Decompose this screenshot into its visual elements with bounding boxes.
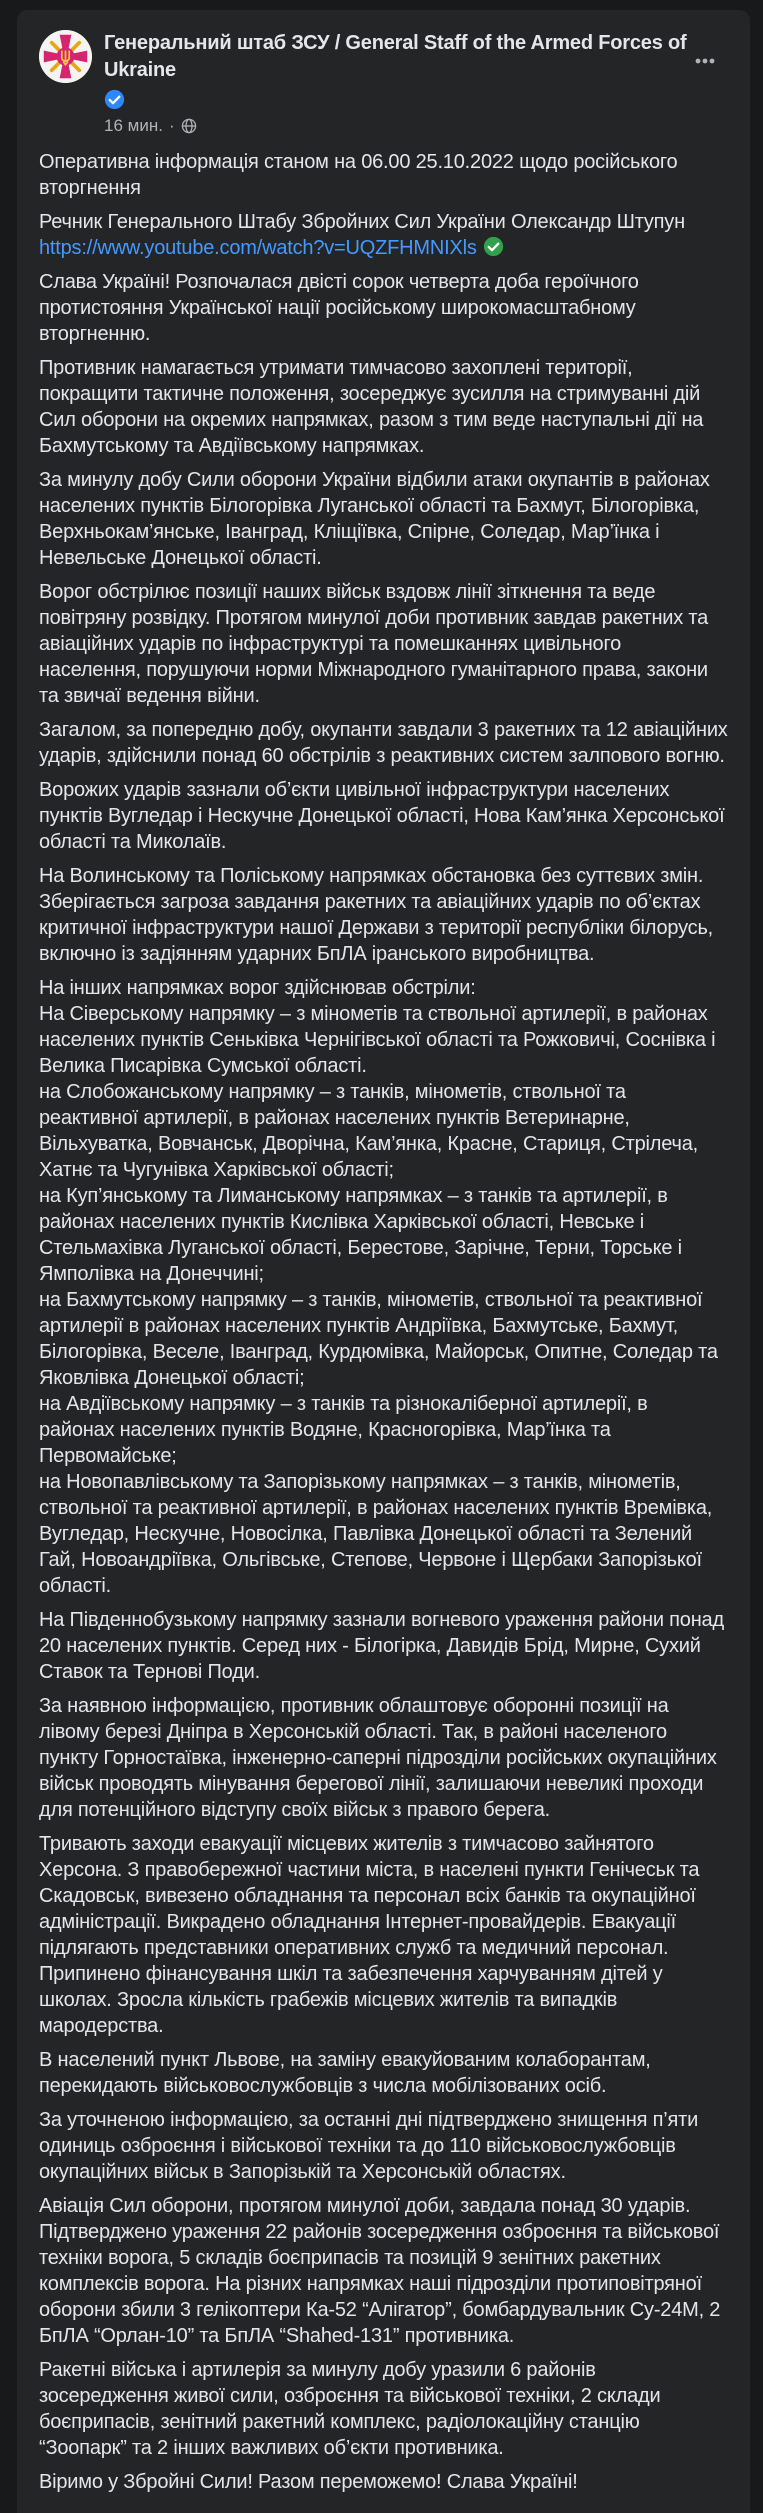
meta-separator: · [168,116,175,135]
post-paragraph-intro: Оперативна інформація станом на 06.00 25.10.2022 щодо російського вторгнення [39,151,678,199]
post-paragraph: На Південнобузькому напрямку зазнали вогневого ураження райони понад 20 населених пунктів. Серед них - Білогірка, Давидів Брід, Мирне, Сухий Ставок та Тернові Поди. [39,1609,724,1683]
header-text-block [104,30,728,136]
post-paragraph-closing: Віримо у Збройні Сили! Разом переможемо! Слава Україні! [39,2471,578,2493]
post-paragraph: Противник намагається утримати тимчасово захоплені території, покращити тактичне положення, зосереджує зусилля на стримуванні дій Сил оборони на окремих напрямках, разом з тим веде наступальні дії на Бахмутському та Авдіївському напрямках. [39,357,704,457]
page-title[interactable]: Генеральний штаб ЗСУ / General Staff of the Armed Forces of Ukraine [104,32,687,81]
general-staff-emblem-icon [39,30,92,83]
post-paragraph: На Волинському та Поліському напрямках обстановка без суттєвих змін. Зберігається загроза завдання ракетних та авіаційних ударів по об’єктах критичної інфраструктури нашої Держави з території республіки білорусь, включно із задіянням ударних БпЛА іранського виробництва. [39,865,714,965]
post-paragraph: Ворожих ударів зазнали об’єкти цивільної інфраструктури населених пунктів Вугледар і Нескучне Донецької області, Нова Кам’янка Херсонської області та Миколаїв. [39,779,725,853]
shelling-intro: На інших напрямках ворог здійснював обстріли: [39,977,476,999]
post-paragraph: Тривають заходи евакуації місцевих жителів з тимчасово зайнятого Херсона. З правобережної частини міста, в населені пункти Генічеськ та Скадовськ, вивезено обладнання та персонал всіх банків та окупаційної адміністрації. Викрадено обладнання Інтернет-провайдерів. Евакуації підлягають представники оперативних служб та медичний персонал. Припинено фінансування шкіл та забезпечення харчуванням дітей у школах. Зросла кількість грабежів місцевих жителів та випадків мародерства. [39,1833,700,2037]
post-paragraph: За наявною інформацією, противник облаштовує оборонні позиції на лівому березі Дніпра в Херсонській області. Так, в районі населеного пункту Горностаївка, інженерно-саперні підрозділи російських окупаційних військ проводять мінування берегової лінії, залишаючи невеликі проходи для потенційного відступу своїх військ з правого берега. [39,1695,717,1821]
post-header [17,10,750,136]
link-line [39,235,728,261]
post-card [17,10,750,2513]
green-check-icon [483,236,504,257]
ellipsis-menu-icon [693,49,717,73]
verified-badge-icon [104,89,125,110]
speaker-line: Речник Генерального Штабу Збройних Сил України Олександр Штупун [39,211,685,233]
shelling-item: на Новопавлівському та Запорізькому напрямках – з танків, мінометів, ствольної та реактивної артилерії, в районах населених пунктів Времівка, Вугледар, Нескучне, Новосілка, Павлівка Донецької області та Зелений Гай, Новоандріївка, Ольгівське, Степове, Червоне і Щербаки Запорізької області. [39,1471,713,1597]
shelling-item: На Сіверському напрямку – з мінометів та ствольної артилерії, в районах населених пунктів Сеньківка Чернігівської області та Рожковичі, Соснівка і Велика Писарівка Сумської області. [39,1003,716,1077]
post-timestamp[interactable]: 16 мин. [104,116,163,135]
post-paragraph-speaker [39,209,728,261]
post-paragraph: Ворог обстрілює позиції наших військ вздовж лінії зіткнення та веде повітряну розвідку. Протягом минулої доби противник завдав ракетних та авіаційних ударів по інфраструктурі та помешканнях цивільного населення, порушуючи норми Міжнародного гуманітарного права, закони та звичаї ведення війни. [39,581,709,707]
post-meta [104,115,728,136]
post-body [17,136,750,2507]
page-avatar[interactable] [39,30,92,83]
shelling-item: на Слобожанському напрямку – з танків, мінометів, ствольної та реактивної артилерії, в районах населених пунктів Ветеринарне, Вільхуватка, Вовчанськ, Дворічна, Кам’янка, Красне, Стариця, Стрілеча, Хатнє та Чугунівка Харківської області; [39,1081,698,1181]
shelling-item: на Бахмутському напрямку – з танків, мінометів, ствольної та реактивної артилерії в районах населених пунктів Андріївка, Бахмутське, Бахмут, Білогорівка, Веселе, Іванград, Курдюмівка, Майорськ, Опитне, Соледар та Яковлівка Донецької області; [39,1289,718,1389]
post-paragraph: Слава Україні! Розпочалася двісті сорок четверта доба героїчного протистояння Української нації російському широкомасштабному вторгненню. [39,271,639,345]
post-options-button[interactable] [688,44,722,78]
youtube-link[interactable]: https://www.youtube.com/watch?v=UQZFHMNIXls [39,237,477,259]
shelling-item: на Куп’янському та Лиманському напрямках – з танків та артилерії, в районах населених пунктів Кислівка Харківської області, Невське і Стельмахівка Луганської області, Берестове, Зарічне, Терни, Торське і Ямполівка на Донеччині; [39,1185,682,1285]
post-paragraph: Загалом, за попередню добу, окупанти завдали 3 ракетних та 12 авіаційних ударів, здійснили понад 60 обстрілів з реактивних систем залпового вогню. [39,719,728,767]
globe-public-icon [181,118,197,134]
post-paragraph: За уточненою інформацією, за останні дні підтверджено знищення п’яти одиниць озброєння і військової техніки та до 110 військовослужбовців окупаційних військ в Запорізькій та Херсонській областях. [39,2109,699,2183]
verified-row [104,89,728,110]
post-paragraph: В населений пункт Львове, на заміну евакуйованим колаборантам, перекидають військовослужбовців з числа мобілізованих осіб. [39,2049,651,2097]
post-paragraph: Авіація Сил оборони, протягом минулої доби, завдала понад 30 ударів. Підтверджено ураження 22 районів зосередження озброєння та військової техніки ворога, 5 складів боєприпасів та позицій 9 зенітних ракетних комплексів ворога. На різних напрямках наші підрозділи протиповітряної оборони збили 3 гелікоптери Ка-52 “Алігатор”, бомбардувальник Су-24М, 2 БпЛА “Орлан-10” та БпЛА “Shahed-131” противника. [39,2195,721,2347]
post-paragraph-shelling [39,975,728,1599]
shelling-item: на Авдіївському напрямку – з танків та різнокаліберної артилерії, в районах населених пунктів Водяне, Красногорівка, Мар’їнка та Первомайське; [39,1393,648,1467]
post-paragraph: Ракетні війська і артилерія за минулу добу уразили 6 районів зосередження живої сили, озброєння та військової техніки, 2 склади боєприпасів, зенітний ракетний комплекс, радіолокаційну станцію “Зоопарк” та 2 інших важливих об’єкти противника. [39,2359,661,2459]
post-paragraph: За минулу добу Сили оборони України відбили атаки окупантів в районах населених пунктів Білогорівка Луганської області та Бахмут, Білогорівка, Верхньокам’янське, Іванград, Кліщіївка, Спірне, Соледар, Мар’їнка і Невельське Донецької області. [39,469,710,569]
